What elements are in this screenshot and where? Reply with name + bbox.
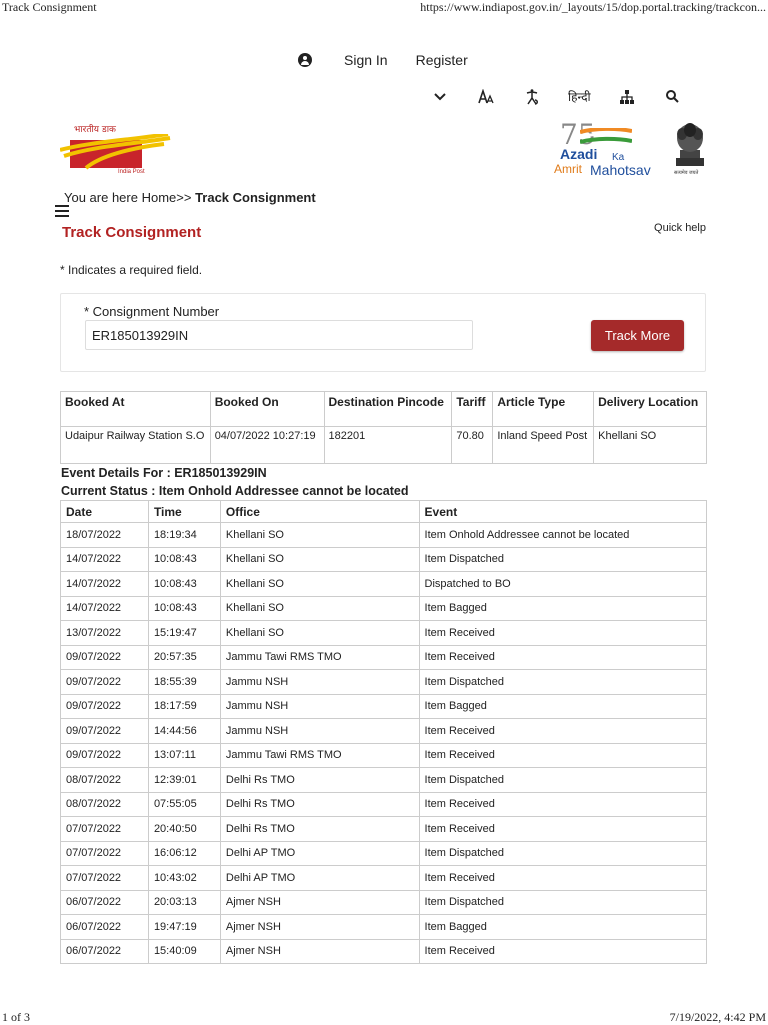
date-cell: 06/07/2022: [61, 915, 149, 940]
azadi-ka-amrit-mahotsav-logo: [554, 120, 656, 180]
event-cell: Item Received: [419, 743, 706, 768]
track-more-button[interactable]: Track More: [591, 320, 684, 351]
print-header-title: Track Consignment: [2, 0, 97, 14]
destination-pincode-header: Destination Pincode: [324, 392, 452, 427]
booking-row: [61, 427, 707, 464]
event-header: Event: [419, 501, 706, 523]
time-header: Time: [148, 501, 220, 523]
time-cell: 10:43:02: [148, 866, 220, 891]
date-cell: 09/07/2022: [61, 645, 149, 670]
time-cell: 13:07:11: [148, 743, 220, 768]
article-type-header: Article Type: [493, 392, 594, 427]
event-details-heading: Event Details For : ER185013929IN: [61, 466, 267, 480]
table-row: [61, 866, 707, 891]
time-cell: 18:55:39: [148, 670, 220, 695]
accessibility-toolbar: [430, 88, 709, 105]
date-cell: 06/07/2022: [61, 939, 149, 964]
office-cell: Ajmer NSH: [220, 939, 419, 964]
event-cell: Item Bagged: [419, 915, 706, 940]
table-row: [61, 792, 707, 817]
office-cell: Khellani SO: [220, 547, 419, 572]
font-size-icon[interactable]: [476, 89, 496, 105]
time-cell: 10:08:43: [148, 547, 220, 572]
sign-in-link[interactable]: Sign In: [344, 52, 388, 68]
print-footer-datetime: 7/19/2022, 4:42 PM: [669, 1010, 766, 1024]
events-header-row: [61, 501, 707, 523]
event-details-table: [60, 500, 707, 964]
hindi-language-link[interactable]: हिन्दी: [568, 90, 591, 104]
date-cell: 14/07/2022: [61, 572, 149, 597]
current-status-heading: Current Status : Item Onhold Addressee cannot be located: [61, 484, 409, 498]
office-cell: Jammu Tawi RMS TMO: [220, 645, 419, 670]
breadcrumb-prefix[interactable]: You are here Home>>: [64, 190, 196, 205]
booked-on-cell: 04/07/2022 10:27:19: [210, 427, 324, 464]
azadi-word: Azadi: [560, 146, 598, 162]
booking-header-row: [61, 392, 707, 427]
amrit-word: Amrit: [554, 162, 582, 176]
ka-word: Ka: [612, 152, 625, 163]
table-row: [61, 621, 707, 646]
table-row: [61, 670, 707, 695]
time-cell: 19:47:19: [148, 915, 220, 940]
booking-details-table: [60, 391, 707, 464]
office-cell: Delhi AP TMO: [220, 866, 419, 891]
consignment-number-label: * Consignment Number: [84, 304, 220, 319]
office-cell: Delhi Rs TMO: [220, 792, 419, 817]
time-cell: 10:08:43: [148, 596, 220, 621]
office-cell: Delhi Rs TMO: [220, 768, 419, 793]
date-cell: 09/07/2022: [61, 670, 149, 695]
event-cell: Item Dispatched: [419, 547, 706, 572]
table-row: [61, 645, 707, 670]
table-row: [61, 939, 707, 964]
time-cell: 18:17:59: [148, 694, 220, 719]
time-cell: 10:08:43: [148, 572, 220, 597]
sitemap-icon[interactable]: [617, 90, 637, 104]
office-cell: Jammu NSH: [220, 670, 419, 695]
print-footer-page: 1 of 3: [2, 1010, 30, 1024]
date-cell: 09/07/2022: [61, 719, 149, 744]
date-cell: 18/07/2022: [61, 523, 149, 548]
office-cell: Jammu NSH: [220, 694, 419, 719]
table-row: [61, 817, 707, 842]
event-cell: Item Dispatched: [419, 768, 706, 793]
required-field-note: * Indicates a required field.: [60, 263, 203, 277]
event-cell: Item Received: [419, 645, 706, 670]
date-cell: 14/07/2022: [61, 596, 149, 621]
time-cell: 15:40:09: [148, 939, 220, 964]
tariff-cell: 70.80: [452, 427, 493, 464]
breadcrumb: [64, 190, 316, 205]
logo-hindi-text: भारतीय डाक: [74, 125, 116, 135]
quick-help-link[interactable]: Quick help: [654, 222, 706, 234]
date-cell: 09/07/2022: [61, 694, 149, 719]
time-cell: 12:39:01: [148, 768, 220, 793]
event-cell: Dispatched to BO: [419, 572, 706, 597]
destination-pincode-cell: 182201: [324, 427, 452, 464]
office-cell: Khellani SO: [220, 572, 419, 597]
national-emblem-icon: [670, 120, 710, 170]
booked-at-header: Booked At: [61, 392, 211, 427]
event-cell: Item Received: [419, 792, 706, 817]
date-cell: 13/07/2022: [61, 621, 149, 646]
table-row: [61, 890, 707, 915]
azadi-75-text: 75: [560, 118, 596, 151]
event-cell: Item Received: [419, 939, 706, 964]
event-cell: Item Dispatched: [419, 670, 706, 695]
office-cell: Ajmer NSH: [220, 915, 419, 940]
time-cell: 15:19:47: [148, 621, 220, 646]
date-cell: 08/07/2022: [61, 792, 149, 817]
office-cell: Jammu Tawi RMS TMO: [220, 743, 419, 768]
time-cell: 18:19:34: [148, 523, 220, 548]
page-title: Track Consignment: [62, 224, 202, 241]
event-cell: Item Dispatched: [419, 841, 706, 866]
event-cell: Item Received: [419, 621, 706, 646]
table-row: [61, 694, 707, 719]
table-row: [61, 523, 707, 548]
logo-english-text: India Post: [118, 169, 145, 175]
date-header: Date: [61, 501, 149, 523]
delivery-location-cell: Khellani SO: [594, 427, 707, 464]
date-cell: 07/07/2022: [61, 866, 149, 891]
table-row: [61, 768, 707, 793]
events-body: [61, 523, 707, 964]
office-cell: Ajmer NSH: [220, 890, 419, 915]
office-cell: Khellani SO: [220, 523, 419, 548]
time-cell: 07:55:05: [148, 792, 220, 817]
table-row: [61, 743, 707, 768]
event-cell: Item Bagged: [419, 596, 706, 621]
search-icon[interactable]: [663, 90, 683, 103]
top-navigation: [298, 52, 496, 68]
user-icon[interactable]: [298, 53, 312, 67]
register-link[interactable]: Register: [415, 52, 468, 68]
date-cell: 06/07/2022: [61, 890, 149, 915]
india-post-logo[interactable]: [60, 120, 172, 180]
office-cell: Khellani SO: [220, 596, 419, 621]
mahotsav-word: Mahotsav: [590, 162, 651, 178]
date-cell: 08/07/2022: [61, 768, 149, 793]
event-cell: Item Received: [419, 866, 706, 891]
breadcrumb-current: Track Consignment: [195, 190, 316, 205]
tariff-header: Tariff: [452, 392, 493, 427]
event-cell: Item Onhold Addressee cannot be located: [419, 523, 706, 548]
booked-on-header: Booked On: [210, 392, 324, 427]
time-cell: 20:57:35: [148, 645, 220, 670]
office-cell: Delhi AP TMO: [220, 841, 419, 866]
time-cell: 20:40:50: [148, 817, 220, 842]
article-type-cell: Inland Speed Post: [493, 427, 594, 464]
time-cell: 14:44:56: [148, 719, 220, 744]
date-cell: 07/07/2022: [61, 817, 149, 842]
table-row: [61, 915, 707, 940]
office-cell: Khellani SO: [220, 621, 419, 646]
emblem-caption: सत्यमेव जयते: [674, 170, 699, 176]
print-header-url: https://www.indiapost.gov.in/_layouts/15/dop.portal.tracking/trackcon...: [420, 0, 766, 14]
booked-at-cell: Udaipur Railway Station S.O: [61, 427, 211, 464]
event-cell: Item Received: [419, 817, 706, 842]
table-row: [61, 596, 707, 621]
date-cell: 09/07/2022: [61, 743, 149, 768]
office-cell: Delhi Rs TMO: [220, 817, 419, 842]
office-cell: Jammu NSH: [220, 719, 419, 744]
tricolor-flag-icon: [580, 128, 632, 144]
date-cell: 14/07/2022: [61, 547, 149, 572]
delivery-location-header: Delivery Location: [594, 392, 707, 427]
table-row: [61, 841, 707, 866]
national-emblem: [670, 120, 710, 180]
accessibility-icon[interactable]: [522, 89, 542, 105]
chevron-down-icon[interactable]: [430, 93, 450, 101]
date-cell: 07/07/2022: [61, 841, 149, 866]
time-cell: 16:06:12: [148, 841, 220, 866]
table-row: [61, 547, 707, 572]
time-cell: 20:03:13: [148, 890, 220, 915]
office-header: Office: [220, 501, 419, 523]
hamburger-icon[interactable]: [55, 205, 69, 220]
table-row: [61, 572, 707, 597]
event-cell: Item Bagged: [419, 694, 706, 719]
consignment-number-input[interactable]: [85, 320, 473, 350]
table-row: [61, 719, 707, 744]
event-cell: Item Received: [419, 719, 706, 744]
india-post-mark-icon: [60, 134, 172, 170]
event-cell: Item Dispatched: [419, 890, 706, 915]
consignment-form: [60, 293, 706, 372]
